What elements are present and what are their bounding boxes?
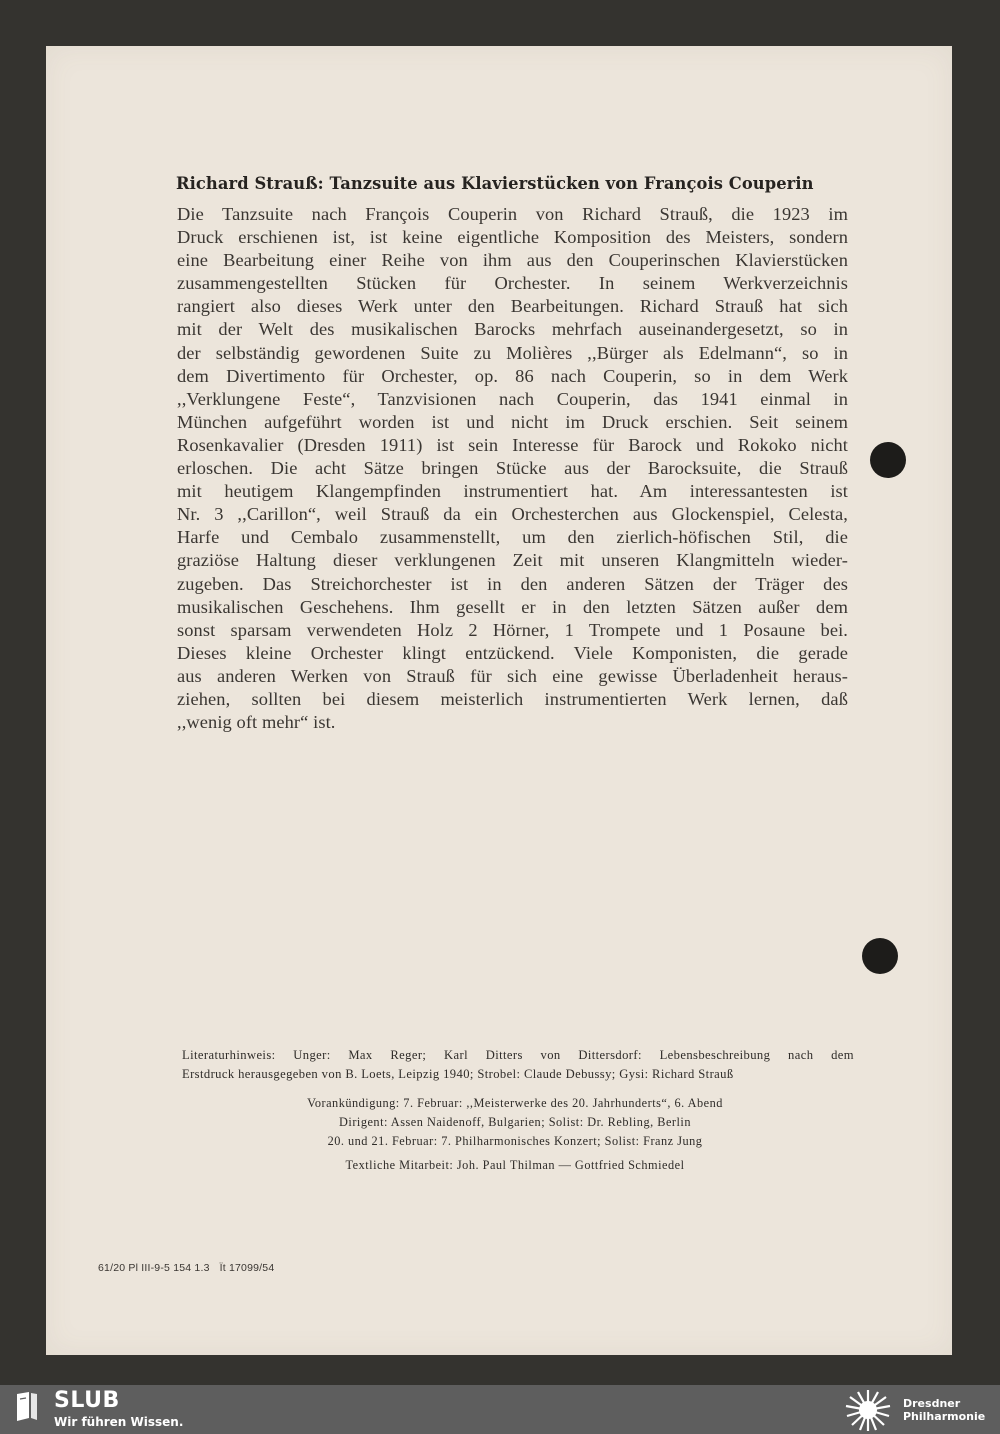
credits-line: Textliche Mitarbeit: Joh. Paul Thilman — Gottfried Schmiedel: [345, 1158, 685, 1172]
body-line: dem Divertimento für Orchester, op. 86 nach Couperin, so in dem Werk: [177, 365, 848, 386]
literature-line: Erstdruck herausgegeben von B. Loets, Leipzig 1940; Strobel: Claude Debussy; Gysi: Richard Strauß: [182, 1067, 734, 1081]
body-line: München aufgeführt worden ist und nicht im Druck erschien. Seit seinem: [177, 411, 848, 432]
announcement-line: Dirigent: Assen Naidenoff, Bulgarien; Solist: Dr. Rebling, Berlin: [339, 1115, 691, 1129]
body-line: Druck erschienen ist, ist keine eigentliche Komposition des Meisters, sondern: [177, 227, 848, 248]
footer-bar: [0, 1385, 1000, 1434]
body-line: ,,Verklungene Feste“, Tanzvisionen nach Couperin, das 1941 einmal in: [177, 388, 848, 409]
body-line: der selbständig gewordenen Suite zu Molières ,,Bürger als Edelmann“, so in: [177, 342, 848, 363]
body-line: mit der Welt des musikalischen Barocks mehrfach auseinandergesetzt, so in: [177, 319, 848, 340]
partner-name[interactable]: [903, 1397, 985, 1423]
body-line: ziehen, sollten bei diesem meisterlich instrumentierten Werk lernen, daß: [177, 688, 848, 709]
philharmonie-logo-icon[interactable]: [842, 1388, 894, 1432]
body-line: rangiert also dieses Werk unter den Bearbeitungen. Richard Strauß hat sich: [177, 296, 848, 317]
body-line: zusammengestellten Stücken für Orchester. In seinem Werkverzeichnis: [177, 273, 848, 294]
partner-name-line: Philharmonie: [903, 1410, 986, 1423]
body-line: Nr. 3 ,,Carillon“, weil Strauß da ein Orchesterchen aus Glockenspiel, Celesta,: [177, 504, 848, 525]
body-line: Rosenkavalier (Dresden 1911) ist sein Interesse für Barock und Rokoko nicht: [177, 434, 848, 455]
announcement-line: Vorankündigung: 7. Februar: ,,Meisterwerke des 20. Jahrhunderts“, 6. Abend: [307, 1096, 723, 1110]
body-line: Harfe und Cembalo zusammenstellt, um den zierlich-höfischen Stil, die: [177, 527, 848, 548]
body-line: graziöse Haltung dieser verklungenen Zeit mit unseren Klangmitteln wieder-: [177, 550, 848, 571]
announcement: [210, 1094, 820, 1151]
body-line: ,,wenig oft mehr“ ist.: [177, 712, 336, 733]
body-line: Die Tanzsuite nach François Couperin von Richard Strauß, die 1923 im: [177, 204, 848, 224]
body-line: aus anderen Werken von Strauß für sich eine gewisse Überladenheit heraus-: [177, 665, 848, 686]
literature-note: [182, 1046, 854, 1084]
article-body: [177, 203, 848, 734]
body-line: musikalischen Geschehens. Ihm gesellt er in den letzten Sätzen außer dem: [177, 596, 848, 617]
punch-hole: [862, 938, 898, 974]
library-tagline: Wir führen Wissen.: [54, 1415, 184, 1429]
body-line: mit heutigem Klangempfinden instrumentiert hat. Am interessantesten ist: [177, 481, 848, 502]
body-line: Dieses kleine Orchester klingt entzückend. Viele Komponisten, die gerade: [177, 642, 848, 663]
body-line: zugeben. Das Streichorchester ist in den anderen Sätzen der Träger des: [177, 573, 848, 594]
print-code: [98, 1262, 274, 1274]
print-number: 61/20 Pl III-9-5 154 1.3: [98, 1262, 210, 1274]
announcement-line: 20. und 21. Februar: 7. Philharmonisches Konzert; Solist: Franz Jung: [327, 1134, 703, 1148]
body-line: erloschen. Die acht Sätze bringen Stücke aus der Barocksuite, die Strauß: [177, 458, 848, 479]
article-heading: Richard Strauß: Tanzsuite aus Klavierstücken von François Couperin: [176, 174, 814, 193]
body-line: eine Bearbeitung einer Reihe von ihm aus den Couperinschen Klavierstücken: [177, 250, 848, 271]
print-license: Ït 17099/54: [219, 1262, 275, 1274]
book-icon[interactable]: [13, 1391, 41, 1423]
library-name[interactable]: SLUB: [54, 1388, 120, 1413]
partner-name-line: Dresdner: [903, 1397, 961, 1410]
body-line: sonst sparsam verwendeten Holz 2 Hörner, 1 Trompete und 1 Posaune bei.: [177, 619, 848, 640]
literature-line: Literaturhinweis: Unger: Max Reger; Karl Ditters von Dittersdorf: Lebensbeschreibung nach dem: [182, 1048, 854, 1062]
punch-hole: [870, 442, 906, 478]
